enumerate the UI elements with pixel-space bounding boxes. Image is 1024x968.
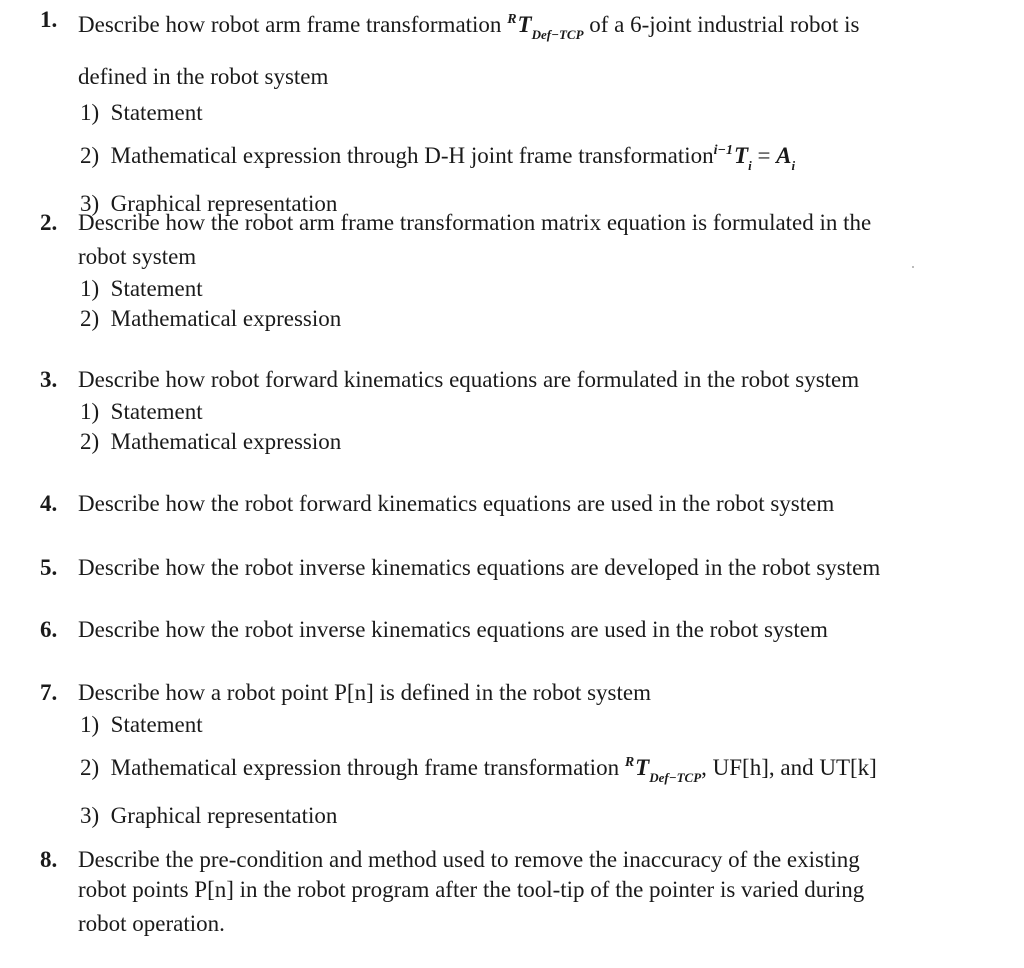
question-text: Describe how robot arm frame transformation $^RT_{Def-TCP}$ of a 6-joint industrial robot is [78, 12, 860, 42]
question-text-cont: robot points P[n] in the robot program after the tool-tip of the pointer is varied during [78, 877, 865, 902]
question-text: Describe how a robot point P[n] is defined in the robot system [78, 680, 651, 705]
sub-item: 2) Mathematical expression through D-H joint frame $transformation^{i-1}T_i = A_i$ [80, 143, 796, 173]
transform-notation: $^RT_{Def-TCP}$ [507, 12, 584, 42]
question-number: 8. [40, 847, 58, 872]
question-text: Describe how the robot arm frame transformation matrix equation is formulated in the [78, 210, 872, 235]
sub-item: 2) Mathematical expression through frame transformation $^RT_{Def-TCP}$, UF[h], and UT[k] [80, 755, 877, 785]
question-text-cont: defined in the robot system [78, 64, 329, 89]
question-text: Describe how the robot inverse kinematics equations are used in the robot system [78, 617, 828, 642]
question-text-cont: robot operation. [78, 911, 225, 936]
question-text: Describe the pre-condition and method used to remove the inaccuracy of the existing [78, 847, 860, 872]
sub-item: 1) Statement [80, 712, 203, 737]
question-text-cont: robot system [78, 244, 197, 269]
dh-notation: $^{i-1}T_i = A_i$ [713, 143, 796, 173]
sub-item: 2) Mathematical expression [80, 429, 342, 454]
question-number: 2. [40, 210, 58, 235]
sub-item: 3) Graphical representation [80, 803, 338, 828]
question-text: Describe how the robot forward kinematics equations are used in the robot system [78, 491, 835, 516]
scan-speck [912, 266, 914, 268]
sub-item: 1) Statement [80, 399, 203, 424]
question-text: Describe how the robot inverse kinematics equations are developed in the robot system [78, 555, 881, 580]
transform-notation: $^RT_{Def-TCP}$ [624, 755, 702, 785]
sub-item: 2) Mathematical expression [80, 306, 342, 331]
sub-item: 1) Statement [80, 276, 203, 301]
question-number: 6. [40, 617, 58, 642]
question-number: 1. [40, 7, 58, 32]
question-number: 5. [40, 555, 58, 580]
question-number: 7. [40, 680, 58, 705]
sub-item: 1) Statement [80, 100, 203, 125]
question-number: 3. [40, 367, 58, 392]
question-number: 4. [40, 491, 58, 516]
sub-item: 3) Graphical representation [80, 191, 338, 216]
question-text: Describe how robot forward kinematics equations are formulated in the robot system [78, 367, 860, 392]
